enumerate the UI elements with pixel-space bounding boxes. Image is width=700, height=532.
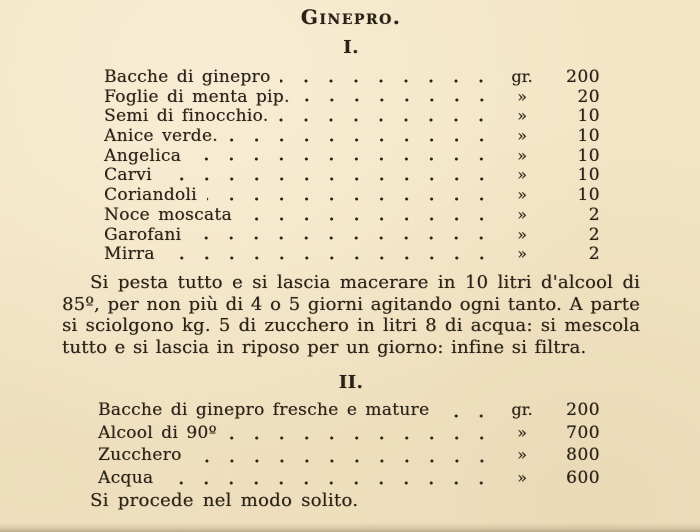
dot-leader <box>162 165 496 185</box>
dot-leader <box>192 444 496 467</box>
quantity-value: 10 <box>577 185 600 206</box>
ingredient-name: Semi di finocchio. <box>104 106 269 127</box>
ingredient-row <box>104 205 600 225</box>
dot-leader <box>278 106 496 126</box>
instructions-paragraph: Si pesta tutto e si lascia macerare in 10 litri d'alcool di 85º, per non più di 4 o 5 giorni agitando ogni tanto. A parte si sciolgono kg. 5 di zucchero in litri 8 di acqua: si mescola tutto e si lascia in riposo per un giorno: infine si filtra. <box>62 271 640 359</box>
ingredient-name: Carvi <box>104 165 152 186</box>
ingredient-name: Angelica <box>104 145 182 166</box>
ingredient-row <box>104 146 600 166</box>
ingredient-row <box>104 67 600 87</box>
unit-mark: » <box>517 145 527 165</box>
ingredient-name: Acqua <box>98 467 154 488</box>
unit-mark: gr. <box>511 67 533 86</box>
dot-leader <box>207 185 496 205</box>
ingredient-name: Garofani <box>104 224 182 245</box>
unit-mark: » <box>517 244 527 264</box>
page-title: Ginepro. <box>300 5 402 29</box>
ingredient-name: Coriandoli <box>104 185 197 206</box>
unit-mark: » <box>517 422 527 442</box>
ingredient-row <box>104 244 600 264</box>
ingredient-row <box>104 106 600 126</box>
dot-leader <box>439 399 496 422</box>
ingredient-row <box>104 225 600 245</box>
dot-leader <box>300 87 496 107</box>
ingredient-name: Bacche di ginepro fresche e mature <box>98 400 430 421</box>
unit-mark: » <box>517 106 527 126</box>
ingredient-row <box>104 165 600 185</box>
ingredient-name: Zucchero <box>98 445 182 466</box>
unit-mark: » <box>517 185 527 205</box>
unit-mark: » <box>517 224 527 244</box>
unit-mark: » <box>517 467 527 487</box>
ingredient-row <box>104 87 600 107</box>
dot-leader <box>165 244 496 264</box>
quantity-value: 10 <box>577 145 600 166</box>
quantity-value: 20 <box>577 86 600 107</box>
ingredient-table-2 <box>98 399 600 489</box>
unit-mark: » <box>517 445 527 465</box>
ingredient-name: Alcool di 90º <box>98 422 217 443</box>
ingredient-row <box>98 444 600 467</box>
ingredient-row <box>98 422 600 445</box>
ingredient-name: Mirra <box>104 244 155 265</box>
quantity-value: 2 <box>588 204 600 225</box>
ingredient-row <box>104 126 600 146</box>
recipe-section-2 <box>62 372 640 512</box>
section-2-heading: II. <box>338 372 364 394</box>
dot-leader <box>227 422 496 445</box>
quantity-value: 700 <box>566 422 600 443</box>
quantity-value: 200 <box>566 67 600 87</box>
unit-mark: » <box>517 165 527 185</box>
quantity-value: 10 <box>577 126 600 147</box>
quantity-value: 600 <box>566 467 600 488</box>
dot-leader <box>191 225 496 245</box>
quantity-value: 10 <box>577 106 600 127</box>
ingredient-name: Noce moscata <box>104 204 232 225</box>
quantity-value: 200 <box>566 400 600 421</box>
ingredient-name: Bacche di ginepro <box>104 67 271 87</box>
unit-mark: » <box>517 204 527 224</box>
closing-line: Si procede nel modo solito. <box>90 490 359 512</box>
ingredient-table-1 <box>104 67 600 264</box>
unit-mark: » <box>517 86 527 106</box>
quantity-value: 2 <box>588 244 600 265</box>
dot-leader <box>163 467 496 490</box>
quantity-value: 800 <box>566 445 600 466</box>
dot-leader <box>242 205 496 225</box>
ingredient-name: Anice verde. <box>104 126 218 147</box>
unit-mark: » <box>517 126 527 146</box>
unit-mark: gr. <box>511 400 533 420</box>
dot-leader <box>280 67 496 87</box>
ingredient-row <box>98 399 600 422</box>
dot-leader <box>191 146 496 166</box>
dot-leader <box>228 126 496 146</box>
ingredient-name: Foglie di menta pip. <box>104 86 290 107</box>
section-1-heading: I. <box>343 37 359 58</box>
quantity-value: 2 <box>588 224 600 245</box>
ingredient-row <box>98 467 600 490</box>
recipe-section-1 <box>62 37 640 359</box>
ingredient-row <box>104 185 600 205</box>
quantity-value: 10 <box>577 165 600 186</box>
